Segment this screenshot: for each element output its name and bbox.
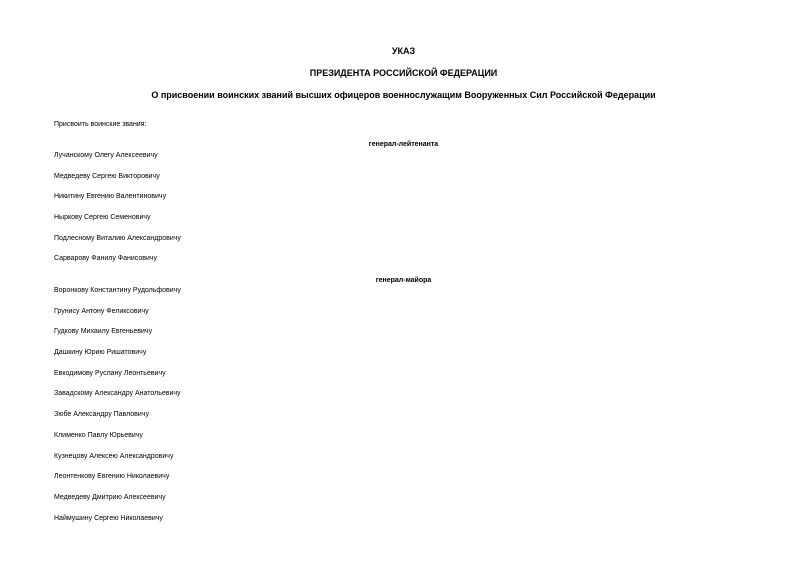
decree-subject-heading: О присвоении воинских званий высших офицеров военнослужащим Вооруженных Сил Российской Федерации <box>151 90 656 100</box>
person-item: Медведеву Сергею Викторовичу <box>54 172 160 180</box>
decree-issuer-heading: ПРЕЗИДЕНТА РОССИЙСКОЙ ФЕДЕРАЦИИ <box>309 68 498 78</box>
person-item: Медведеву Дмитрию Алексеевичу <box>54 493 166 501</box>
rank-heading-lieutenant-general: генерал-лейтенанта <box>368 141 439 148</box>
person-item: Завадскому Александру Анатольевичу <box>54 390 181 398</box>
person-item: Подлесному Виталию Александровичу <box>54 234 181 242</box>
person-item: Сарварову Фанилу Фанисовичу <box>54 255 158 263</box>
decree-type-heading: УКАЗ <box>391 46 416 56</box>
rank-heading-major-general: генерал-майора <box>375 277 432 284</box>
person-item: Грунису Антону Феликсовичу <box>54 307 149 315</box>
person-item: Клименко Павлу Юрьевичу <box>54 431 143 439</box>
person-item: Никитину Евгению Валентиновичу <box>54 193 167 201</box>
person-item: Лучанскому Олегу Алексеевичу <box>54 152 158 159</box>
major-general-list <box>54 286 181 534</box>
person-item: Ныркову Сергею Семеновичу <box>54 214 151 222</box>
person-item: Дашкину Юрию Ришатовичу <box>54 349 147 357</box>
person-item: Наймушину Сергею Николаевичу <box>54 514 163 522</box>
person-item: Зюбе Александру Павловичу <box>54 411 149 419</box>
person-item: Леонтенкову Евгению Николаевичу <box>54 473 170 481</box>
person-item: Кузнецову Алексею Александровичу <box>54 452 174 460</box>
lieutenant-general-list <box>54 151 181 275</box>
person-item: Воронкову Константину Рудольфовичу <box>54 287 181 294</box>
decree-intro: Присвоить воинские звания: <box>54 121 147 128</box>
person-item: Евкодимову Руслану Леонтьевичу <box>54 369 166 377</box>
person-item: Гудкову Михаилу Евгеньевичу <box>54 328 153 336</box>
